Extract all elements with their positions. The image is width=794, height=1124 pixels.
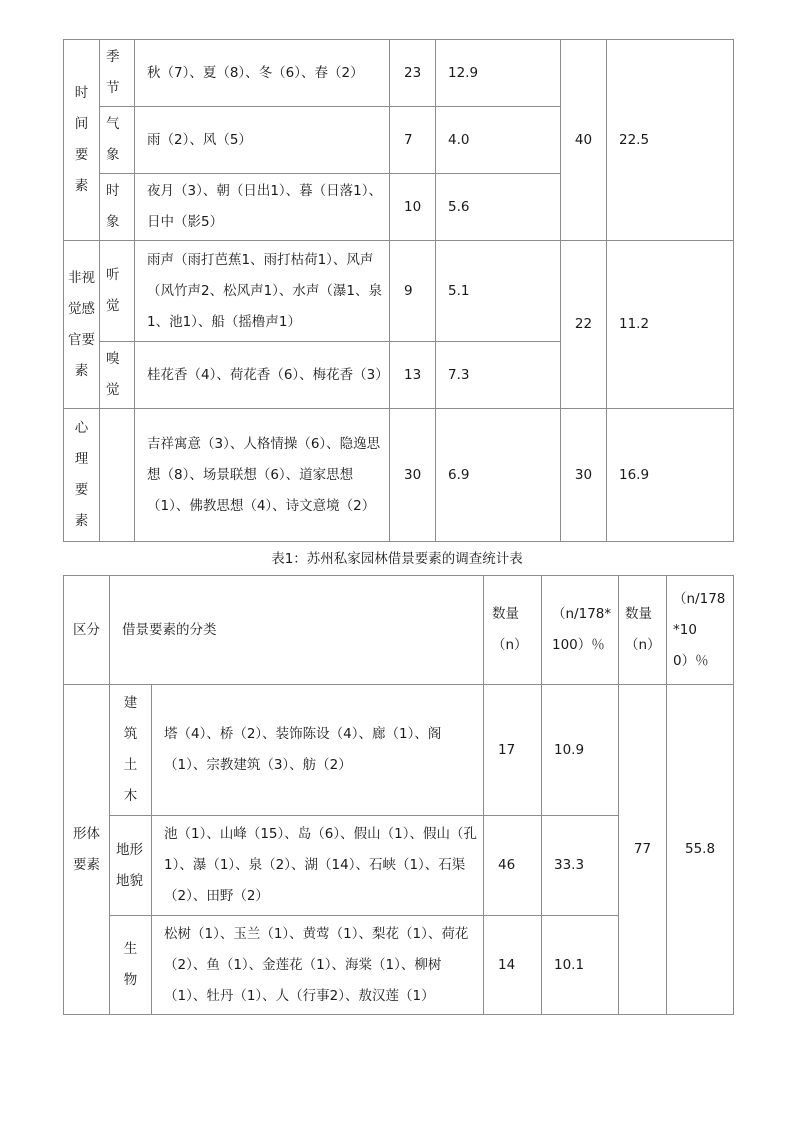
element-list: 吉祥寓意（3）、人格情操（6）、隐逸思想（8）、场景联想（6）、道家思想（1）、佛教思想（4）、诗文意境（2） (135, 409, 390, 542)
count-cell: 46 (484, 816, 542, 916)
percent-cell: 7.3 (436, 342, 561, 409)
group-label-psychological: 心理要素 (64, 409, 100, 542)
statistics-table-part2 (63, 575, 734, 1015)
percent-cell: 10.1 (542, 916, 619, 1015)
count-cell: 7 (390, 107, 436, 174)
percent-cell: 10.9 (542, 685, 619, 816)
table-row (64, 241, 734, 342)
group-percent-cell: 11.2 (607, 241, 734, 409)
group-label-form: 形体要素 (64, 685, 110, 1015)
count-cell: 13 (390, 342, 436, 409)
header-group-count: 数量（n） (619, 576, 667, 685)
count-cell: 10 (390, 174, 436, 241)
header-category: 区分 (64, 576, 110, 685)
count-cell: 14 (484, 916, 542, 1015)
element-list: 雨（2）、风（5） (135, 107, 390, 174)
sub-label: 生物 (110, 916, 152, 1015)
count-cell: 30 (390, 409, 436, 542)
header-percent: （n/178*100）％ (542, 576, 619, 685)
sub-label: 建筑土木 (110, 685, 152, 816)
sub-label: 嗅觉 (100, 342, 135, 409)
element-list: 松树（1）、玉兰（1）、黄莺（1）、梨花（1）、荷花（2）、鱼（1）、金莲花（1）、海棠（1）、柳树（1）、牡丹（1）、人（行事2）、敖汉莲（1） (152, 916, 484, 1015)
header-classification: 借景要素的分类 (110, 576, 484, 685)
table-row (64, 409, 734, 542)
percent-cell: 33.3 (542, 816, 619, 916)
table-header-row (64, 576, 734, 685)
percent-cell: 4.0 (436, 107, 561, 174)
group-label-nonvisual: 非视觉感官要素 (64, 241, 100, 409)
group-count-cell: 22 (561, 241, 607, 409)
count-cell: 17 (484, 685, 542, 816)
sub-label: 听觉 (100, 241, 135, 342)
element-list: 夜月（3）、朝（日出1）、暮（日落1）、日中（影5） (135, 174, 390, 241)
sub-label: 季节 (100, 40, 135, 107)
group-percent-cell: 22.5 (607, 40, 734, 241)
percent-cell: 5.6 (436, 174, 561, 241)
group-count-cell: 30 (561, 409, 607, 542)
count-cell: 23 (390, 40, 436, 107)
table-row (64, 685, 734, 816)
sub-label (100, 409, 135, 542)
header-count: 数量（n） (484, 576, 542, 685)
group-count-cell: 77 (619, 685, 667, 1015)
percent-cell: 6.9 (436, 409, 561, 542)
table-row (64, 40, 734, 107)
count-cell: 9 (390, 241, 436, 342)
element-list: 秋（7）、夏（8）、冬（6）、春（2） (135, 40, 390, 107)
group-count-cell: 40 (561, 40, 607, 241)
statistics-table-part1 (63, 39, 734, 542)
element-list: 桂花香（4）、荷花香（6）、梅花香（3） (135, 342, 390, 409)
header-group-percent: （n/178*100）％ (667, 576, 734, 685)
group-percent-cell: 16.9 (607, 409, 734, 542)
percent-cell: 12.9 (436, 40, 561, 107)
sub-label: 时象 (100, 174, 135, 241)
table-caption: 表1：苏州私家园林借景要素的调查统计表 (271, 551, 523, 567)
sub-label: 气象 (100, 107, 135, 174)
percent-cell: 5.1 (436, 241, 561, 342)
element-list: 雨声（雨打芭蕉1、雨打枯荷1）、风声（风竹声2、松风声1）、水声（瀑1、泉1、池1）、船（摇橹声1） (135, 241, 390, 342)
element-list: 塔（4）、桥（2）、装饰陈设（4）、廊（1）、阁（1）、宗教建筑（3）、舫（2） (152, 685, 484, 816)
sub-label: 地形地貌 (110, 816, 152, 916)
group-percent-cell: 55.8 (667, 685, 734, 1015)
group-label-time: 时间要素 (64, 40, 100, 241)
element-list: 池（1）、山峰（15）、岛（6）、假山（1）、假山（孔1）、瀑（1）、泉（2）、湖（14）、石峡（1）、石渠（2）、田野（2） (152, 816, 484, 916)
